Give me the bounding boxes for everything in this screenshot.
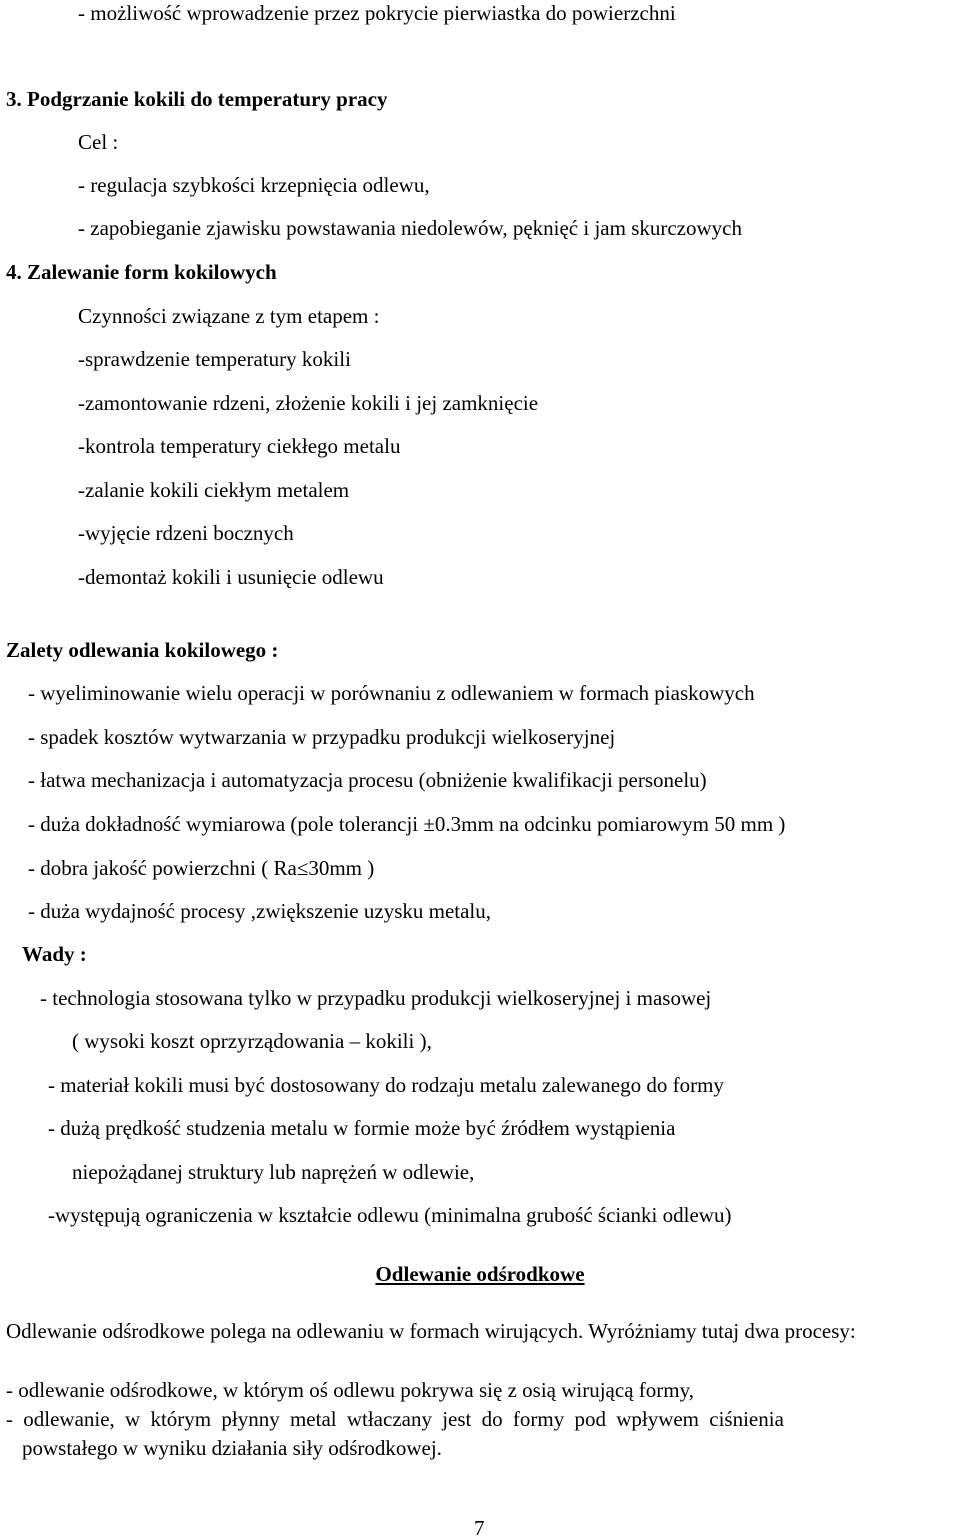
section-heading: 4. Zalewanie form kokilowych [6,260,277,284]
list-item: - materiał kokili musi być dostosowany do rodzaju metalu zalewanego do formy [48,1073,724,1097]
list-item: - wyeliminowanie wielu operacji w porównaniu z odlewaniem w formach piaskowych [28,681,755,705]
list-item: - dużą prędkość studzenia metalu w formie może być źródłem wystąpienia [48,1116,676,1140]
list-item: -zamontowanie rdzeni, złożenie kokili i jej zamknięcie [78,391,539,415]
list-item: - duża wydajność procesy ,zwiększenie uzysku metalu, [28,899,492,923]
section-title: Odlewanie odśrodkowe [375,1262,585,1286]
list-item: -demontaż kokili i usunięcie odlewu [78,565,384,589]
section-heading: Wady : [22,942,87,966]
list-item: -zalanie kokili ciekłym metalem [78,478,350,502]
paragraph: Odlewanie odśrodkowe polega na odlewaniu w formach wirujących. Wyróżniamy tutaj dwa procesy: [6,1319,856,1343]
list-item: - odlewanie odśrodkowe, w którym oś odlewu pokrywa się z osią wirującą formy, [6,1378,694,1402]
list-item: - łatwa mechanizacja i automatyzacja procesu (obniżenie kwalifikacji personelu) [28,768,707,792]
list-item: - regulacja szybkości krzepnięcia odlewu, [78,173,430,197]
text-line: - możliwość wprowadzenie przez pokrycie pierwiastka do powierzchni [78,1,676,25]
list-item: - spadek kosztów wytwarzania w przypadku produkcji wielkoseryjnej [28,725,616,749]
list-item: ( wysoki koszt oprzyrządowania – kokili ), [72,1029,432,1053]
list-item: -wyjęcie rdzeni bocznych [78,521,294,545]
list-item: - duża dokładność wymiarowa (pole tolerancji ±0.3mm na odcinku pomiarowym 50 mm ) [28,812,786,836]
section-heading: Zalety odlewania kokilowego : [6,638,279,662]
section-heading: 3. Podgrzanie kokili do temperatury pracy [6,87,388,111]
list-item: - odlewanie, w którym płynny metal wtłaczany jest do formy pod wpływem ciśnienia [6,1407,784,1431]
list-item: powstałego w wyniku działania siły odśrodkowej. [22,1436,442,1460]
list-item: - dobra jakość powierzchni ( Ra≤30mm ) [28,856,375,880]
list-item: -kontrola temperatury ciekłego metalu [78,434,401,458]
text-line: Cel : [78,130,119,154]
list-item: - zapobieganie zjawisku powstawania niedolewów, pęknięć i jam skurczowych [78,216,742,240]
list-item: niepożądanej struktury lub naprężeń w odlewie, [72,1160,475,1184]
text-line: Czynności związane z tym etapem : [78,304,380,328]
page-number: 7 [474,1516,485,1540]
list-item: - technologia stosowana tylko w przypadku produkcji wielkoseryjnej i masowej [40,986,712,1010]
list-item: -występują ograniczenia w kształcie odlewu (minimalna grubość ścianki odlewu) [48,1203,732,1227]
list-item: -sprawdzenie temperatury kokili [78,347,351,371]
